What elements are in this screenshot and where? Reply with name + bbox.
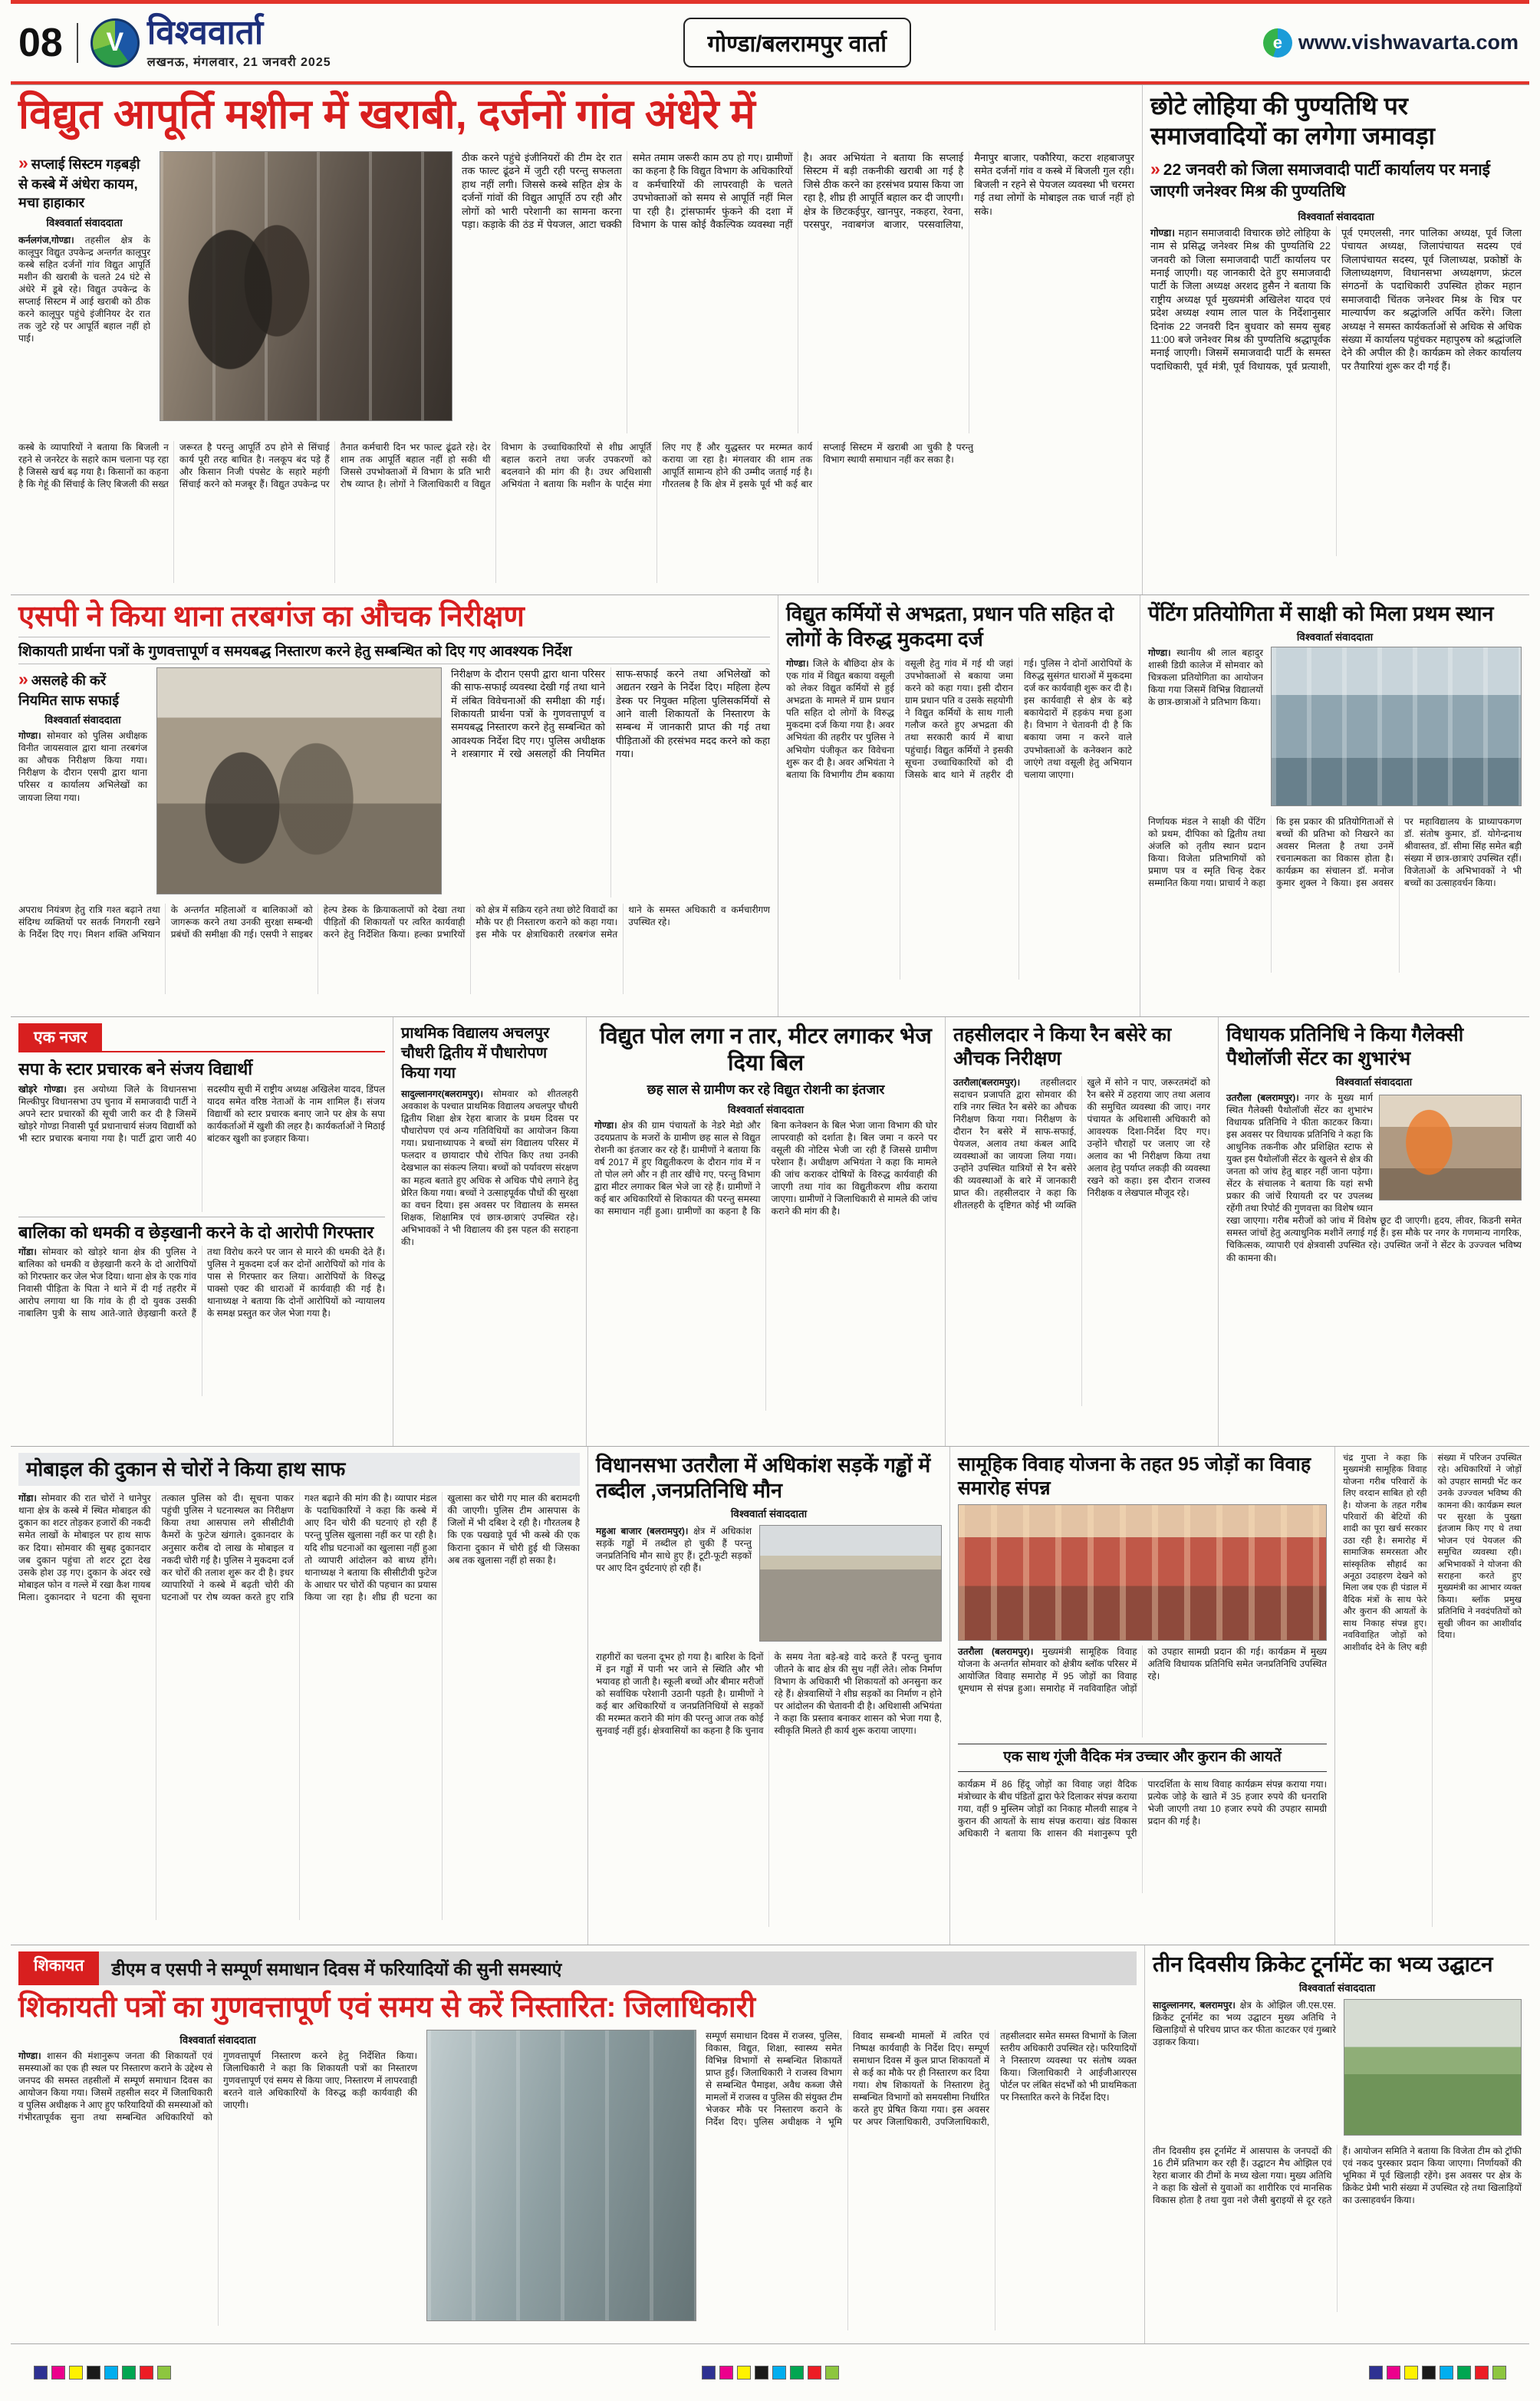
samadhan-diwas-photo: [426, 2030, 696, 2321]
sp-inspection-photo: [156, 667, 442, 894]
band-third: [11, 1016, 1529, 1446]
complaint-bar: [18, 1951, 1137, 1985]
sp-subhead: शिकायती प्रार्थना पत्रों के गुणवत्तापूर्ण व समयबद्ध निस्तारण करने हेतु सम्बन्धित को दिए गए आवश्यक निर्देश: [18, 637, 770, 664]
paper-title-block: [147, 15, 331, 69]
registration-swatches-left: [34, 2366, 171, 2380]
roads-body-start: महुआ बाजार (बलरामपुर)। क्षेत्र में अधिकांश सड़कें गड्ढों में तब्दील हो चुकी हैं परन्तु जनप्रतिनिधि मौन साधे हुए हैं। टूटी-फूटी सड़कों पर आए दिन दुर्घटनाएं हो रही हैं।: [596, 1525, 752, 1574]
cricket-dateline: सादुल्लानगर, बलरामपुर।: [1153, 2000, 1236, 2011]
roads-byline: विश्ववार्ता संवाददाता: [730, 1507, 808, 1520]
mass-marriage-photo: [958, 1504, 1327, 1641]
lead-body-left: कर्नलगंज,गोण्डा। तहसील क्षेत्र के कालूपुर विद्युत उपकेन्द्र अन्तर्गत कालूपुर कस्बे सहित दर्जनों गांव विद्युत आपूर्ति मशीन की खराबी के चलते 24 घंटे से अंधेरे में डूबे रहे। विद्युत उपकेन्द्र के सप्लाई सिस्टम में आई खराबी को ठीक करने कालूपुर पहुंचे इंजीनियर देर रात तक जुटे रहे पर आपूर्ति बहाल नहीं हो पाई।: [18, 234, 150, 344]
website-url: www.vishwavarta.com: [1298, 31, 1519, 54]
lead-body-bottom: कस्बे के व्यापारियों ने बताया कि बिजली न रहने से जनरेटर के सहारे काम चलाना पड़ रहा है जिससे खर्च बढ़ गया है। किसानों का कहना है कि गेहूं की सिंचाई के लिए बिजली की सख्त जरूरत है परन्तु आपूर्ति ठप होने से सिंचाई कार्य पूरी तरह बाधित है। नलकूप बंद पड़े हैं और किसान निजी पंपसेट के सहारे महंगी सिंचाई करने को मजबूर हैं। विद्युत उपकेन्द्र पर तैनात कर्मचारी दिन भर फाल्ट ढूंढते रहे। देर शाम तक आपूर्ति बहाल नहीं हो सकी थी जिससे उपभोक्ताओं में विभाग के प्रति भारी रोष व्याप्त है। लोगों ने जिलाधिकारी व विद्युत विभाग के उच्चाधिकारियों से शीघ्र आपूर्ति बहाल कराने तथा जर्जर उपकरणों को बदलवाने की मांग की है। उधर अधिशासी अभियंता ने बताया कि मशीन के पार्ट्स मंगा लिए गए हैं और युद्धस्तर पर मरम्मत कार्य कराया जा रहा है। मंगलवार की शाम तक आपूर्ति सामान्य होने की उम्मीद जताई गई है। गौरतलब है कि क्षेत्र में इसके पूर्व भी कई बार सप्लाई सिस्टम में खराबी आ चुकी है परन्तु विभाग स्थायी समाधान नहीं कर सका है।: [18, 442, 974, 490]
damaged-road-photo: [759, 1525, 942, 1642]
article-vidyut-karmi-case: [778, 595, 1140, 1016]
girl-case-dateline: गोंडा।: [18, 1247, 37, 1257]
lohiya-byline: विश्ववार्ता संवाददाता: [1298, 210, 1374, 222]
cricket-headline: तीन दिवसीय क्रिकेट टूर्नामेंट का भव्य उद्घाटन: [1153, 1952, 1493, 1976]
article-rain-basera-inspection: [945, 1017, 1218, 1446]
plantation-body: सादुल्लानगर(बलरामपुर)। सोमवार को शीतलहरी अवकाश के पश्चात प्राथमिक विद्यालय अचलपुर चौधरी द्वितीय शिक्षा क्षेत्र रेहरा बाजार के प्रथम दिवस पर पौधारोपण एवं अन्य गतिविधियों का आयोजन किया गया। प्रधानाध्यापक ने बच्चों संग विद्यालय परिसर में फलदार व छायादार पौधे रोपित किए तथा उनकी देखभाल का संकल्प लिया। बच्चों को पर्यावरण संरक्षण का महत्व बताते हुए अधिक से अधिक पौधे लगाने हेतु प्रेरित किया गया। बच्चों ने उत्साहपूर्वक पौधों की सुरक्षा का वचन दिया। इस अवसर पर विद्यालय के समस्त शिक्षक, शिक्षामित्र एवं छात्र-छात्राएं उपस्थित रहे। अभिभावकों ने भी विद्यालय की इस पहल की सराहना की।: [401, 1089, 578, 1247]
column-ek-nazar: [11, 1017, 393, 1446]
painting-body-bottom: निर्णायक मंडल ने साक्षी की पेंटिंग को प्रथम, दीपिका को द्वितीय तथा अंजलि को तृतीय स्थान प्रदान किया। विजेता प्रतिभागियों को प्रमाण पत्र व स्मृति चिन्ह देकर सम्मानित किया गया। प्राचार्य ने कहा कि इस प्रकार की प्रतियोगिताओं से बच्चों की प्रतिभा को निखरने का अवसर मिलता है तथा उनमें रचनात्मकता का विकास होता है। कार्यक्रम का संचालन डॉ. मनोज कुमार शुक्ल ने किया। इस अवसर पर महाविद्यालय के प्राध्यापकगण डॉ. संतोष कुमार, डॉ. योगेन्द्रनाथ श्रीवास्तव, डॉ. सीमा सिंह समेत बड़ी संख्या में छात्र-छात्राएं उपस्थित रहीं। विजेताओं के अभिभावकों ने भी बच्चों का उत्साहवर्धन किया।: [1148, 815, 1522, 889]
article-power-supply-fault: [11, 85, 1142, 594]
lohiya-kicker-text: 22 जनवरी को जिला समाजवादी पार्टी कार्यालय पर मनाई जाएगी जनेश्वर मिश्र की पुण्यतिथि: [1150, 161, 1490, 201]
article-roads-potholes: [587, 1447, 949, 1945]
color-swatch: [1422, 2366, 1436, 2380]
lead-kicker-text: सप्लाई सिस्टम गड़बड़ी से कस्बे में अंधेरा कायम, मचा हाहाकार: [18, 156, 140, 211]
cricket-opening-photo: [1344, 1999, 1522, 2136]
painting-dateline: गोण्डा।: [1148, 647, 1171, 658]
cricket-body-start: सादुल्लानगर, बलरामपुर। क्षेत्र के ओझिल जी.एस.एस. क्रिकेट टूर्नामेंट का भव्य उद्घाटन मुख्य अतिथि ने खिलाड़ियों से परिचय प्राप्त कर फीता काटकर एवं गुब्बारे उड़ाकर किया।: [1153, 2000, 1336, 2048]
roads-body-rest: राहगीरों का चलना दूभर हो गया है। बारिश के दिनों में इन गड्ढों में पानी भर जाने से स्थिति और भी भयावह हो जाती है। स्कूली बच्चों और बीमार मरीजों को सर्वाधिक परेशानी उठानी पड़ती है। ग्रामीणों ने कई बार अधिकारियों व जनप्रतिनिधियों से सड़कों की मरम्मत कराने की मांग की परन्तु आज तक कोई सुनवाई नहीं हुई। क्षेत्रवासियों का कहना है कि चुनाव के समय नेता बड़े-बड़े वादे करते हैं परन्तु चुनाव जीतने के बाद क्षेत्र की सुध नहीं लेते। लोक निर्माण विभाग के अधिकारी भी शिकायतों को अनसुना कर रहे हैं। क्षेत्रवासियों ने शीघ्र सड़कों का निर्माण न होने पर आंदोलन की चेतावनी दी है। अधिशासी अभियंता ने कहा कि प्रस्ताव बनाकर शासन को भेजा गया है, स्वीकृति मिलते ही कार्य शुरू कराया जाएगा।: [596, 1651, 942, 1737]
article-mobile-shop-theft: [11, 1447, 587, 1945]
sp-kicker-text: असलहे की करें नियमित साफ सफाई: [18, 672, 120, 708]
sp-headline: एसपी ने किया थाना तरबगंज का औचक निरीक्षण: [18, 601, 525, 633]
cricket-content-row: [1153, 1999, 1522, 2139]
lohiya-kicker: [1150, 157, 1522, 203]
color-swatch: [157, 2366, 171, 2380]
complaint-bar-headline: डीएम व एसपी ने सम्पूर्ण समाधान दिवस में फरियादियों की सुनी समस्याएं: [99, 1951, 1137, 1985]
website-block: [1263, 28, 1525, 58]
complaint-byline: विश्ववार्ता संवाददाता: [179, 2034, 256, 2046]
color-swatch: [808, 2366, 821, 2380]
color-swatch: [34, 2366, 48, 2380]
galaxy-dateline: उतरौला (बलरामपुर)।: [1226, 1092, 1299, 1103]
galaxy-body: उतरौला (बलरामपुर)। नगर के मुख्य मार्ग स्थित गैलेक्सी पैथोलॉजी सेंटर का शुभारंभ विधायक प्रतिनिधि ने फीता काटकर किया। इस अवसर पर विधायक प्रतिनिधि ने कहा कि आधुनिक तकनीक और प्रशिक्षित स्टाफ से युक्त इस पैथोलॉजी सेंटर के खुलने से क्षेत्र की जनता को जांच हेतु बाहर नहीं जाना पड़ेगा। सेंटर के संचालक ने बताया कि यहां सभी प्रकार की जांचें रियायती दर पर उपलब्ध रहेंगी तथा रिपोर्ट की गुणवत्ता का विशेष ध्यान रखा जाएगा। गरीब मरीजों को जांच में विशेष छूट दी जाएगी। हृदय, लीवर, किडनी समेत समस्त जांचों हेतु अत्याधुनिक मशीनें लगाई गई हैं। इस मौके पर नगर के गणमान्य नागरिक, चिकित्सक, व्यापारी एवं क्षेत्रवासी उपस्थित रहे। उपस्थित जनों ने सेंटर के उज्ज्वल भविष्य की कामना की।: [1226, 1092, 1522, 1263]
color-swatch: [1387, 2366, 1400, 2380]
sp-body-left: गोण्डा। सोमवार को पुलिस अधीक्षक विनीत जायसवाल द्वारा थाना तरबगंज का औचक निरीक्षण किया गया। निरीक्षण के दौरान एसपी द्वारा थाना परिसर व कार्यालय अभिलेखों का जायजा लिया गया।: [18, 730, 147, 803]
complaint-dateline: गोण्डा।: [18, 2050, 41, 2061]
lead-kicker: [18, 151, 150, 212]
girl-case-headline: बालिका को धमकी व छेड़खानी करने के दो आरोपी गिरफ्तार: [18, 1222, 374, 1242]
article-lohiya-anniversary: [1142, 85, 1529, 594]
color-swatch: [825, 2366, 839, 2380]
color-swatch: [140, 2366, 153, 2380]
band-top: [11, 84, 1529, 594]
article-plantation: [393, 1017, 586, 1446]
cricket-byline: विश्ववार्ता संवाददाता: [1298, 1982, 1376, 1994]
sp-byline: विश्ववार्ता संवाददाता: [44, 714, 121, 726]
color-swatch: [1404, 2366, 1418, 2380]
galaxy-inauguration-photo: [1379, 1095, 1522, 1200]
sp-body-bottom: अपराध नियंत्रण हेतु रात्रि गश्त बढ़ाने तथा संदिग्ध व्यक्तियों पर सतर्क निगरानी रखने के निर्देश दिए गए। मिशन शक्ति अभियान के अन्तर्गत महिलाओं व बालिकाओं को जागरूक करने तथा उनकी सुरक्षा सम्बन्धी प्रबंधों की समीक्षा की गई। एसपी ने साइबर हेल्प डेस्क के क्रियाकलापों को देखा तथा पीड़ितों की शिकायतों पर त्वरित कार्यवाही करने हेतु निर्देशित किया। हल्का प्रभारियों को क्षेत्र में सक्रिय रहने तथा छोटे विवादों का मौके पर ही निस्तारण कराने को कहा गया। इस मौके पर क्षेत्राधिकारी तरबगंज समेत थाने के समस्त अधिकारी व कर्मचारीगण उपस्थित रहे।: [18, 904, 770, 940]
vidyut-dateline: गोण्डा।: [786, 658, 809, 669]
roads-content-row: [596, 1525, 942, 1645]
lead-byline: विश्ववार्ता संवाददाता: [46, 216, 123, 229]
marriage-headline: सामूहिक विवाह योजना के तहत 95 जोड़ों का विवाह समारोह संपन्न: [958, 1454, 1311, 1499]
sp-content-row: [18, 667, 770, 897]
complaint-content-row: [18, 2030, 1137, 2330]
lead-content-row: [18, 151, 1134, 433]
paper-logo-icon: [90, 18, 140, 68]
pole-kicker-text: छह साल से ग्रामीण कर रहे विद्युत रोशनी का इंतजार: [647, 1082, 885, 1097]
vidyut-headline: विद्युत कर्मियों से अभद्रता, प्रधान पति सहित दो लोगों के विरुद्ध मुकदमा दर्ज: [786, 602, 1114, 650]
marriage-dateline: उतरौला (बलरामपुर)।: [958, 1646, 1034, 1657]
color-swatch: [122, 2366, 136, 2380]
complaint-left-column: [18, 2030, 417, 2330]
sp-body-right: निरीक्षण के दौरान एसपी द्वारा थाना परिसर की साफ-सफाई व्यवस्था देखी गई तथा थाने में लंबित विवेचनाओं की समीक्षा की गई। शिकायती प्रार्थना पत्रों के गुणवत्तापूर्ण व समयबद्ध निस्तारण करने हेतु सम्बन्धित को आवश्यक निर्देश दिए गए। पुलिस अधीक्षक ने शस्त्रागार में रखे असलहों की नियमित साफ-सफाई करने तथा अभिलेखों को अद्यतन रखने के निर्देश दिए। महिला हेल्प डेस्क पर नियुक्त महिला पुलिसकर्मियों से आने वाली शिकायतों के निस्तारण के सम्बन्ध में जानकारी प्राप्त की गई तथा पीड़िताओं की हरसंभव मदद करने को कहा गया।: [451, 667, 770, 760]
article-galaxy-pathology: [1218, 1017, 1529, 1446]
marriage-body-start: उतरौला (बलरामपुर)। मुख्यमंत्री सामूहिक विवाह योजना के अन्तर्गत सोमवार को क्षेत्रीय ब्लॉक परिसर में आयोजित विवाह समारोह में 95 जोड़ों का विवाह धूमधाम से संपन्न हुआ। समारोह में नवविवाहित जोड़ों को उपहार सामग्री प्रदान की गई। कार्यक्रम में मुख्य अतिथि विधायक प्रतिनिधि समेत जनप्रतिनिधि उपस्थित रहे।: [958, 1646, 1327, 1695]
color-swatch: [790, 2366, 804, 2380]
registration-swatches-center: [702, 2366, 839, 2380]
band-fourth: [11, 1446, 1529, 1945]
color-swatch: [772, 2366, 786, 2380]
galaxy-headline: विधायक प्रतिनिधि ने किया गैलेक्सी पैथोलॉजी सेंटर का शुभारंभ: [1226, 1024, 1464, 1070]
sp-kicker: [18, 667, 147, 710]
lead-dateline: कर्नलगंज,गोण्डा।: [18, 234, 74, 245]
painting-content-row: [1148, 647, 1522, 809]
registration-swatches-right: [1369, 2366, 1506, 2380]
pole-body: गोण्डा। क्षेत्र की ग्राम पंचायतों के नेडरे मेडो और उदयप्रताप के मजरों के ग्रामीण छह साल से विद्युत रोशनी का इंतजार कर रहे हैं। ग्रामीणों ने बताया कि वर्ष 2017 में हुए विद्युतीकरण के दौरान गांव में न तो पोल लगे और न ही तार खींचे गए, परन्तु विभाग द्वारा मीटर लगाकर बिल भेजे जा रहे हैं। ग्रामीणों ने कई बार अधिकारियों से शिकायत की परन्तु समस्या का समाधान नहीं हुआ। ग्रामीणों का कहना है कि बिना कनेक्शन के बिल भेजा जाना विभाग की घोर लापरवाही को दर्शाता है। बिल जमा न करने पर वसूली की नोटिस भेजी जा रही हैं जिससे ग्रामीण परेशान हैं। अधीक्षण अभियंता ने कहा कि मामले की जांच कराकर दोषियों के विरुद्ध कार्यवाही की जाएगी तथा गांव का विद्युतीकरण शीघ्र कराया जाएगा। ग्रामीणों ने जिलाधिकारी से मामले की जांच कराने की मांग की है।: [594, 1119, 937, 1217]
kicker-mark-icon: »: [1150, 159, 1160, 179]
color-swatch: [702, 2366, 716, 2380]
marriage-body-mid: कार्यक्रम में 86 हिंदू जोड़ों का विवाह जहां वैदिक मंत्रोच्चार के बीच पंडितों द्वारा फेरे दिलाकर संपन्न कराया गया, वहीं 9 मुस्लिम जोड़ों का निकाह मौलवी साहब ने कुरान की आयतों के साथ संपन्न कराया। खंड विकास अधिकारी ने बताया कि शासन की मंशानुरूप पूरी पारदर्शिता के साथ विवाह कार्यक्रम संपन्न कराया गया। प्रत्येक जोड़े के खाते में 35 हजार रुपये की धनराशि भेजी जाएगी तथा 10 हजार रुपये की उपहार सामग्री प्रदान की गई है।: [958, 1778, 1327, 1839]
star-pracharak-body: खोड़रे गोण्डा। इस अयोध्या जिले के विधानसभा मिल्कीपुर विधानसभा उप चुनाव में समाजवादी पार्टी ने अपने स्टार प्रचारकों की सूची जारी कर दी है जिसमें खोड़रे गोण्डा निवासी पूर्व प्रधानाचार्य संजय विद्यार्थी को भी स्टार प्रचारक बनाया गया है। पार्टी द्वारा जारी 40 सदस्यीय सूची में राष्ट्रीय अध्यक्ष अखिलेश यादव, डिंपल यादव समेत वरिष्ठ नेताओं के नाम शामिल हैं। संजय विद्यार्थी को स्टार प्रचारक बनाए जाने पर क्षेत्र के सपा कार्यकर्ताओं में खुशी की लहर है। कार्यकर्ताओं ने मिठाई बांटकर खुशी का इजहार किया।: [18, 1083, 385, 1144]
star-pracharak-dateline: खोड़रे गोण्डा।: [18, 1083, 67, 1095]
color-swatch: [51, 2366, 65, 2380]
edition-dateline: लखनऊ, मंगलवार, 21 जनवरी 2025: [146, 55, 331, 69]
complaint-body-right: सम्पूर्ण समाधान दिवस में राजस्व, पुलिस, विकास, विद्युत, शिक्षा, स्वास्थ्य समेत विभिन्न विभागों से सम्बन्धित शिकायतें प्राप्त हुईं। जिलाधिकारी ने राजस्व विभाग से सम्बन्धित पैमाइश, अवैध कब्जा जैसे मामलों में राजस्व व पुलिस की संयुक्त टीम भेजकर मौके पर निस्तारण कराने के निर्देश दिए। पुलिस अधीक्षक ने भूमि विवाद सम्बन्धी मामलों में त्वरित एवं निष्पक्ष कार्यवाही के निर्देश दिए। सम्पूर्ण समाधान दिवस में कुल प्राप्त शिकायतों में से कई का मौके पर ही निस्तारण कर दिया गया। शेष शिकायतों के निस्तारण हेतु सम्बन्धित विभागों को समयसीमा निर्धारित करते हुए प्रेषित किया गया। इस अवसर पर अपर जिलाधिकारी, उपजिलाधिकारी, तहसीलदार समेत समस्त विभागों के जिला स्तरीय अधिकारी उपस्थित रहे। फरियादियों ने निस्तारण व्यवस्था पर संतोष व्यक्त किया। जिलाधिकारी ने आईजीआरएस पोर्टल पर लंबित संदर्भों को भी प्राथमिकता पर निस्तारित करने के निर्देश दिए।: [706, 2030, 1137, 2128]
article-electric-pole-bill: [586, 1017, 945, 1446]
color-swatch: [1475, 2366, 1489, 2380]
rain-body: उतरौला(बलरामपुर)। तहसीलदार सदाचन प्रजापति द्वारा सोमवार की रात्रि नगर स्थित रैन बसेरे का औचक निरीक्षण किया गया। निरीक्षण के दौरान रैन बसेरे में साफ-सफाई, पेयजल, अलाव तथा कंबल आदि व्यवस्थाओं का जायजा लिया गया। उन्होंने उपस्थित यात्रियों से रैन बसेरे की व्यवस्थाओं के बारे में जानकारी प्राप्त की। तहसीलदार ने कहा कि शीतलहरी के दृष्टिगत कोई भी व्यक्ति खुले में सोने न पाए, जरूरतमंदों को रैन बसेरे में ठहराया जाए तथा अलाव की समुचित व्यवस्था की जाए। नगर पंचायत के अधिशासी अधिकारी को आवश्यक दिशा-निर्देश दिए गए। उन्होंने चौराहों पर जलाए जा रहे अलाव का भी निरीक्षण किया तथा अलाव हेतु पर्याप्त लकड़ी की व्यवस्था रखने को कहा। इस दौरान राजस्व निरीक्षक व लेखपाल मौजूद रहे।: [953, 1076, 1210, 1211]
masthead-left: [15, 15, 331, 69]
color-swatch: [737, 2366, 751, 2380]
mobile-dateline: गोंडा।: [18, 1493, 37, 1504]
kicker-mark-icon: »: [18, 668, 28, 689]
section-title: गोण्डा/बलरामपुर वार्ता: [683, 18, 911, 68]
print-registration-strip: [11, 2343, 1529, 2401]
color-swatch: [755, 2366, 768, 2380]
ek-nazar-label-row: [18, 1023, 385, 1052]
lead-headline: विद्युत आपूर्ति मशीन में खराबी, दर्जनों गांव अंधेरे में: [18, 91, 755, 137]
article-sp-inspection: [11, 595, 778, 1016]
ek-nazar-label: एक नजर: [18, 1023, 102, 1051]
website-logo-icon: e: [1263, 28, 1292, 58]
color-swatch: [104, 2366, 118, 2380]
paper-logo-letter: V: [106, 28, 124, 57]
cricket-body-rest: तीन दिवसीय इस टूर्नामेंट में आसपास के जनपदों की 16 टीमें प्रतिभाग कर रही हैं। उद्घाटन मैच ओझिल एवं रेहरा बाजार की टीमों के मध्य खेला गया। मुख्य अतिथि ने कहा कि खेलों से युवाओं का शारीरिक एवं मानसिक विकास होता है तथा युवा नशे जैसी बुराइयों से दूर रहते हैं। आयोजन समिति ने बताया कि विजेता टीम को ट्रॉफी एवं नकद पुरस्कार प्रदान किया जाएगा। निर्णायकों की भूमिका में पूर्व खिलाड़ी रहेंगे। इस अवसर पर क्षेत्र के क्रिकेट प्रेमी भारी संख्या में उपस्थित रहे तथा खिलाड़ियों का उत्साहवर्धन किया।: [1153, 2146, 1522, 2206]
pole-dateline: गोण्डा।: [594, 1119, 617, 1131]
marriage-body-side: चंद्र गुप्ता ने कहा कि मुख्यमंत्री सामूहिक विवाह योजना गरीब परिवारों के लिए वरदान साबित हो रही है। योजना के तहत गरीब परिवारों की बेटियों की शादी का पूरा खर्च सरकार उठा रही है। समारोह में सामाजिक समरसता और सांस्कृतिक सौहार्द का अनूठा उदाहरण देखने को मिला जब एक ही पंडाल में वैदिक मंत्रों के साथ फेरे और कुरान की आयतों के साथ निकाह संपन्न हुए। नवविवाहित जोड़ों को आशीर्वाद देने के लिए बड़ी संख्या में परिजन उपस्थित रहे। अधिकारियों ने जोड़ों को उपहार सामग्री भेंट कर उनके उज्ज्वल भविष्य की कामना की। कार्यक्रम स्थल पर सुरक्षा के पुख्ता इंतजाम किए गए थे तथा भोजन एवं पेयजल की समुचित व्यवस्था रही। अभिभावकों ने योजना की सराहना करते हुए मुख्यमंत्री का आभार व्यक्त किया। ब्लॉक प्रमुख प्रतिनिधि ने नवदंपतियों को सुखी जीवन का आशीर्वाद दिया।: [1343, 1454, 1522, 1652]
masthead: [11, 0, 1529, 84]
color-swatch: [719, 2366, 733, 2380]
page-number: 08: [15, 23, 78, 63]
sp-dateline: गोण्डा।: [18, 730, 41, 742]
painting-byline: विश्ववार्ता संवाददाता: [1296, 631, 1374, 643]
lohiya-body: गोण्डा। महान समाजवादी विचारक छोटे लोहिया के नाम से प्रसिद्ध जनेश्वर मिश्र की पुण्यतिथि 22 जनवरी को जिला समाजवादी पार्टी कार्यालय पर मनाई जाएगी। यह जानकारी देते हुए समाजवादी पार्टी के जिला अध्यक्ष अरशद हुसैन ने बताया कि राष्ट्रीय अध्यक्ष पूर्व मुख्यमंत्री अखिलेश यादव एवं प्रदेश अध्यक्ष श्याम लाल पाल के निर्देशानुसार दिनांक 22 जनवरी दिन बुधवार को समय सुबह 11:00 बजे जनेश्वर मिश्र की पुण्यतिथि श्रद्धापूर्वक मनाई जाएगी। जिसमें समाजवादी पार्टी के समस्त पदाधिकारी, पूर्व मंत्री, पूर्व विधायक, पूर्व प्रत्याशी, पूर्व एमएलसी, नगर पालिका अध्यक्ष, पूर्व जिला पंचायत अध्यक्ष, जिलापंचायत सदस्य एवं जिलापंचायत सदस्य, पूर्व जिलाध्यक्ष, प्रकोष्ठों के जिलाध्यक्षगण, विधानसभा अध्यक्षगण, फ्रंटल संगठनों के पदाधिकारी उपस्थित होकर महान समाजवादी चिंतक जनेश्वर मिश्र के चित्र पर माल्यार्पण कर श्रद्धांजलि अर्पित करेंगे। जिला अध्यक्ष ने समस्त कार्यकर्ताओं से अधिक से अधिक संख्या में कार्यालय पहुंचकर महापुरुष को श्रद्धांजलि देने की अपील की है। कार्यक्रम को लेकर कार्यालय पर तैयारियां शुरू कर दी गई हैं।: [1150, 226, 1522, 372]
complaint-label: शिकायत: [18, 1951, 99, 1985]
complaint-headline: शिकायती पत्रों का गुणवत्तापूर्ण एवं समय से करें निस्तारित: जिलाधिकारी: [18, 1991, 756, 2024]
paper-logo: [90, 15, 331, 69]
plantation-headline: प्राथमिक विद्यालय अचलपुर चौधरी द्वितीय में पौधारोपण किया गया: [401, 1025, 550, 1082]
column-marriage-continued: [1334, 1447, 1529, 1945]
roads-dateline: महुआ बाजार (बलरामपुर)।: [596, 1525, 689, 1536]
article-samadhan-diwas: [11, 1945, 1144, 2343]
color-swatch: [1492, 2366, 1506, 2380]
paper-name: विश्ववार्ता: [146, 14, 264, 52]
color-swatch: [1440, 2366, 1453, 2380]
pole-byline: विश्ववार्ता संवाददाता: [727, 1103, 805, 1115]
girl-case-body: गोंडा। सोमवार को खोड़रे थाना क्षेत्र की पुलिस ने बालिका को धमकी व छेड़खानी करने के दो आरोपियों को गिरफ्तार कर जेल भेज दिया। थाना क्षेत्र के एक गांव निवासी पीड़िता के पिता ने थाने में दी गई तहरीर में आरोप लगाया था कि गांव के ही दो युवक उसकी नाबालिग पुत्री के साथ आते-जाते छेड़खानी करते हैं तथा विरोध करने पर जान से मारने की धमकी देते हैं। पुलिस ने मुकदमा दर्ज कर दोनों आरोपियों को गांव के पास से गिरफ्तार कर लिया। आरोपियों के विरुद्ध पाक्सो एक्ट की धाराओं में कार्यवाही की गई है। थानाध्यक्ष ने बताया कि दोनों आरोपियों को न्यायालय के समक्ष प्रस्तुत कर जेल भेजा गया है।: [18, 1247, 385, 1319]
lead-body-right: ठीक करने पहुंचे इंजीनियरों की टीम देर रात तक फाल्ट ढूंढने में जुटी रही परन्तु सफलता हाथ नहीं लगी। जिससे कस्बे सहित क्षेत्र के दर्जनों गांवों की विद्युत आपूर्ति ठप रही और लोगों को भारी परेशानी का सामना करना पड़ा। कड़ाके की ठंड में पेयजल, आटा चक्की समेत तमाम जरूरी काम ठप हो गए। ग्रामीणों का कहना है कि विद्युत विभाग के अधिकारियों व कर्मचारियों की लापरवाही के चलते उपभोक्ताओं को समय से आपूर्ति नहीं मिल पा रही है। ट्रांसफार्मर फुंकने की दशा में विभाग के पास कोई वैकल्पिक व्यवस्था नहीं है। अवर अभियंता ने बताया कि सप्लाई सिस्टम में बड़ी तकनीकी खराबी आ गई है जिसे ठीक करने का हरसंभव प्रयास किया जा रहा है, शीघ्र ही आपूर्ति बहाल कर दी जाएगी। क्षेत्र के छिटकईपुर, खानपुर, नकहरा, रेवना, परसपुर, नवाबगंज बाजार, परसवालिया, मैनापुर बाजार, पकौरिया, कटरा शहबाजपुर समेत दर्जनों गांव व कस्बे में बिजली गुल रही। बिजली न रहने से पेयजल व्यवस्था भी चरमरा गई तथा लोगों के मोबाइल तक चार्ज नहीं हो सके।: [462, 152, 1134, 231]
complaint-body-left: गोण्डा। शासन की मंशानुरूप जनता की शिकायतों एवं समस्याओं का एक ही स्थल पर निस्तारण कराने के उद्देश्य से जनपद की समस्त तहसीलों में सम्पूर्ण समाधान दिवस का आयोजन किया गया। जिसमें तहसील सदर में जिलाधिकारी व पुलिस अधीक्षक ने आए हुए फरियादियों की समस्याओं को गंभीरतापूर्वक सुना तथा सम्बन्धित अधिकारियों को गुणवत्तापूर्ण निस्तारण करने हेतु निर्देशित किया। जिलाधिकारी ने कहा कि शिकायती पत्रों का निस्तारण गुणवत्तापूर्ण एवं समय से किया जाए, निस्तारण में लापरवाही बरतने वाले अधिकारियों के विरुद्ध कड़ी कार्यवाही की जाएगी।: [18, 2050, 417, 2123]
color-swatch: [69, 2366, 83, 2380]
lead-article-photo: [160, 151, 452, 421]
pole-headline: विद्युत पोल लगा न तार, मीटर लगाकर भेज दिया बिल: [600, 1024, 932, 1075]
article-painting-competition: [1140, 595, 1529, 1016]
color-swatch: [1369, 2366, 1383, 2380]
lohiya-headline: छोटे लोहिया की पुण्यतिथि पर समाजवादियों का लगेगा जमावड़ा: [1150, 92, 1435, 150]
plantation-dateline: सादुल्लानगर(बलरामपुर)।: [401, 1089, 484, 1099]
lohiya-dateline: गोण्डा।: [1150, 226, 1176, 239]
marriage-inset-headline: एक साथ गूंजी वैदिक मंत्र उच्चार और कुरान की आयतें: [958, 1744, 1327, 1772]
galaxy-byline: विश्ववार्ता संवाददाता: [1335, 1075, 1413, 1088]
band-second: [11, 594, 1529, 1016]
lead-kicker-column: [18, 151, 150, 433]
article-mass-marriage: [949, 1447, 1334, 1945]
painting-body-left: गोण्डा। स्थानीय श्री लाल बहादुर शास्त्री डिग्री कालेज में सोमवार को चित्रकला प्रतियोगिता का आयोजन किया गया जिसमें विभिन्न विद्यालयों के छात्र-छात्राओं ने प्रतिभाग किया।: [1148, 647, 1264, 708]
painting-group-photo: [1271, 647, 1522, 806]
mobile-headline: मोबाइल की दुकान से चोरों ने किया हाथ साफ: [18, 1453, 580, 1486]
roads-headline: विधानसभा उतरौला में अधिकांश सड़कें गड्ढों में तब्दील ,जनप्रतिनिधि मौन: [596, 1454, 931, 1502]
band-bottom: [11, 1945, 1529, 2343]
sp-kicker-column: [18, 667, 147, 897]
color-swatch: [1457, 2366, 1471, 2380]
pole-kicker: [594, 1082, 937, 1099]
rain-headline: तहसीलदार ने किया रैन बसेरे का औचक निरीक्षण: [953, 1024, 1172, 1070]
kicker-mark-icon: »: [18, 153, 28, 173]
rain-dateline: उतरौला(बलरामपुर)।: [953, 1076, 1021, 1088]
vidyut-body: गोण्डा। जिले के बौछिदा क्षेत्र के एक गांव में विद्युत बकाया वसूली को लेकर विद्युत कर्मियों से हुई अभद्रता के मामले में ग्राम प्रधान पति सहित दो लोगों के विरुद्ध मुकदमा दर्ज किया गया है। अवर अभियंता की तहरीर पर पुलिस ने अभियोग पंजीकृत कर विवेचना शुरू कर दी है। अवर अभियंता ने बताया कि विभागीय टीम बकाया वसूली हेतु गांव में गई थी जहां उपभोक्ताओं से बकाया जमा करने को कहा गया। इसी दौरान ग्राम प्रधान पति व उसके सहयोगी ने विद्युत कर्मियों के साथ गाली गलौज करते हुए अभद्रता की तथा सरकारी कार्य में बाधा पहुंचाई। विद्युत कर्मियों ने इसकी सूचना उच्चाधिकारियों को दी जिसके बाद थाने में तहरीर दी गई। पुलिस ने दोनों आरोपियों के विरुद्ध सुसंगत धाराओं में मुकदमा दर्ज कर कार्यवाही शुरू कर दी है। इस कार्यवाही से क्षेत्र के बड़े बकायेदारों में हड़कंप मचा हुआ है। विभाग ने चेतावनी दी है कि बकाया जमा न करने वाले उपभोक्ताओं के कनेक्शन काटे जाएंगे तथा वसूली हेतु अभियान चलाया जाएगा।: [786, 658, 1132, 780]
article-cricket-tournament: [1144, 1945, 1529, 2343]
mobile-body: गोंडा। सोमवार की रात चोरों ने धानेपुर थाना क्षेत्र के कस्बे में स्थित मोबाइल की दुकान का शटर तोड़कर हजारों की नकदी समेत लाखों के मोबाइल पर हाथ साफ कर दिया। सोमवार की सुबह दुकानदार जब दुकान पहुंचा तो शटर टूटा देख उसके होश उड़ गए। दुकान के अंदर रखे मोबाइल फोन व गल्ले में रखा कैश गायब मिला। दुकानदार ने घटना की सूचना तत्काल पुलिस को दी। सूचना पाकर पहुंची पुलिस ने घटनास्थल का निरीक्षण किया तथा आसपास लगे सीसीटीवी कैमरों के फुटेज खंगाले। दुकानदार के अनुसार करीब दो लाख के मोबाइल व नकदी चोरी गई है। पुलिस ने मुकदमा दर्ज कर चोरों की तलाश शुरू कर दी है। इधर व्यापारियों ने कस्बे में बढ़ती चोरी की घटनाओं पर रोष व्यक्त करते हुए रात्रि गश्त बढ़ाने की मांग की है। व्यापार मंडल के पदाधिकारियों ने कहा कि कस्बे में आए दिन चोरी की घटनाएं हो रही हैं परन्तु पुलिस खुलासा नहीं कर पा रही है। यदि शीघ्र घटनाओं का खुलासा नहीं हुआ तो व्यापारी आंदोलन को बाध्य होंगे। थानाध्यक्ष ने बताया कि सीसीटीवी फुटेज के आधार पर चोरों की पहचान का प्रयास किया जा रहा है। शीघ्र ही घटना का खुलासा कर चोरी गए माल की बरामदगी की जाएगी। पुलिस टीम आसपास के जिलों में भी दबिश दे रही है। गौरतलब है कि एक पखवाड़े पूर्व भी कस्बे की एक किराना दुकान में चोरी हुई थी जिसका अब तक खुलासा नहीं हो सका है।: [18, 1493, 580, 1602]
painting-headline: पेंटिंग प्रतियोगिता में साक्षी को मिला प्रथम स्थान: [1148, 602, 1494, 625]
color-swatch: [87, 2366, 100, 2380]
star-pracharak-headline: सपा के स्टार प्रचारक बने संजय विद्यार्थी: [18, 1059, 253, 1079]
